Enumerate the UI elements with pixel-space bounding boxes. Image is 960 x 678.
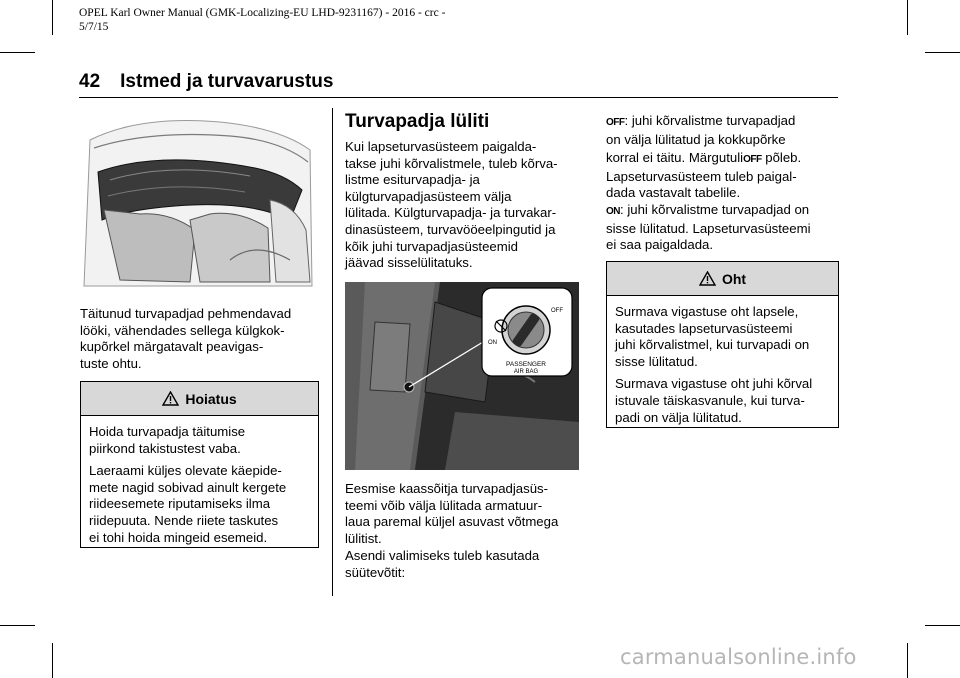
text-line: kasutades lapseturvasüsteemi [615, 320, 793, 336]
warning-triangle-icon [162, 391, 179, 406]
crop-mark [0, 625, 35, 626]
text-line: riideesemete riputamiseks ilma [89, 496, 271, 512]
crop-mark [925, 625, 960, 626]
airbag-effect-paragraph [80, 306, 291, 372]
text-fragment: põleb. [765, 150, 802, 166]
danger-paragraph [615, 304, 830, 370]
warning-body [81, 416, 318, 558]
text-line: külgturvapadjasüsteem välja [345, 188, 512, 204]
text-line: mete nagid sobivad ainult kergete [89, 479, 287, 495]
text-line: piirkond takistustest vaba. [89, 440, 241, 456]
text-line: tuste ohtu. [80, 355, 142, 371]
text-line: Täitunud turvapadjad pehmendavad [80, 306, 292, 321]
section-title: Turvapadja lüliti [345, 111, 490, 132]
switch-on-label: ON [488, 340, 497, 346]
switch-passenger-label: PASSENGER [506, 361, 546, 368]
text-line: takse juhi kõrvalistmele, tuleb kõrva- [345, 155, 558, 171]
text-line: Lapseturvasüsteem tuleb paigal- [606, 168, 797, 184]
crop-mark [52, 643, 53, 678]
intro-paragraph [345, 139, 558, 272]
text-line: laua paremal küljel asuvast võtmega [345, 514, 559, 530]
photo-caption [345, 481, 558, 547]
text-fragment: korral ei täitu. Märgutuli [606, 150, 744, 166]
heading-rule [79, 97, 838, 98]
text-line: ei saa paigaldada. [606, 237, 714, 253]
danger-box [606, 261, 839, 428]
airbag-off-icon: OFF [743, 154, 762, 166]
text-line: Surmava vigastuse oht juhi kõrval [615, 376, 813, 392]
text-line [606, 202, 840, 221]
warning-header [81, 382, 318, 416]
text-line: Eesmise kaassõitja turvapadjasüs- [345, 481, 549, 496]
text-line: sisse lülitatud. Lapseturvasüsteemi [606, 220, 811, 236]
crop-mark [52, 0, 53, 35]
text-line: dada vastavalt tabelile. [606, 185, 741, 201]
document-meta-line: OPEL Karl Owner Manual (GMK-Localizing-EU LHD-9231167) - 2016 - crc - [79, 7, 446, 19]
crop-mark [925, 52, 960, 53]
crop-mark [907, 643, 908, 678]
text-line: dinasüsteem, turvavööeelpingutid ja [345, 221, 556, 237]
danger-body [607, 296, 838, 438]
document-meta-date: 5/7/15 [79, 21, 109, 33]
airbag-off-icon: OFF [606, 117, 625, 128]
text-line: riidepuuta. Nende riiete taskutes [89, 512, 279, 528]
text-line: Surmava vigastuse oht lapsele, [615, 304, 799, 319]
text-fragment: : juhi kõrvalistme turvapadjad [624, 113, 796, 128]
chapter-title: Istmed ja turvavarustus [120, 71, 334, 92]
page-number: 42 [79, 71, 101, 92]
text-line: teemi võib välja lülitada armatuur- [345, 497, 543, 513]
switch-airbag-label: AIR BAG [513, 369, 539, 375]
danger-paragraph [615, 376, 830, 426]
text-line [606, 113, 840, 132]
warning-triangle-icon [699, 271, 716, 286]
airbag-on-icon: ON [606, 206, 620, 217]
text-line: Kui lapseturvasüsteem paigalda- [345, 139, 537, 154]
text-line: Asendi valimiseks tuleb kasutada [345, 548, 540, 563]
warning-paragraph [89, 463, 310, 546]
text-line: on välja lülitatud ja kokkupõrke [606, 131, 786, 147]
text-line: lülitist. [345, 530, 382, 546]
text-line: sisse lülitatud. [615, 353, 698, 369]
crop-mark [0, 52, 35, 53]
text-line: Hoida turvapadja täitumise [89, 424, 246, 439]
text-line: ei tohi hoida mingeid esemeid. [89, 529, 268, 545]
column-divider [332, 108, 333, 596]
key-note [345, 548, 539, 581]
text-line [606, 150, 840, 169]
text-line: listme esiturvapadja- ja [345, 172, 480, 188]
document-meta [79, 6, 499, 34]
text-line: juhi kõrvalistmel, kui turvapadi on [615, 337, 810, 353]
text-line: jäävad sisselülitatuks. [345, 255, 473, 271]
text-line: lülitada. Külgturvapadja- ja turvakar- [345, 205, 557, 221]
danger-title: Oht [721, 270, 747, 287]
text-line: padi on välja lülitatud. [615, 409, 742, 425]
warning-paragraph [89, 424, 310, 457]
text-fragment: : juhi kõrvalistme turvapadjad on [620, 202, 810, 217]
off-position-paragraph [606, 113, 840, 202]
switch-off-label: OFF [551, 308, 563, 314]
airbag-switch-photo [345, 282, 579, 470]
watermark: carmanualsonline.info [620, 645, 857, 669]
text-line: kõik juhi turvapadjasüsteemid [345, 238, 518, 254]
warning-title: Hoiatus [185, 390, 237, 407]
warning-box [80, 381, 319, 548]
curtain-airbag-illustration [80, 110, 318, 290]
text-line: istuvale täiskasvanule, kui turva- [615, 392, 805, 408]
text-line: Laeraami küljes olevate käepide- [89, 463, 282, 479]
on-position-paragraph [606, 202, 840, 254]
danger-header [607, 262, 838, 296]
text-line: kupõrkel märgatavalt peavigas- [80, 339, 264, 355]
text-line: süütevõtit: [345, 564, 406, 580]
crop-mark [907, 0, 908, 35]
page-heading [79, 71, 333, 93]
text-line: lööki, vähendades sellega külgkok- [80, 322, 285, 338]
